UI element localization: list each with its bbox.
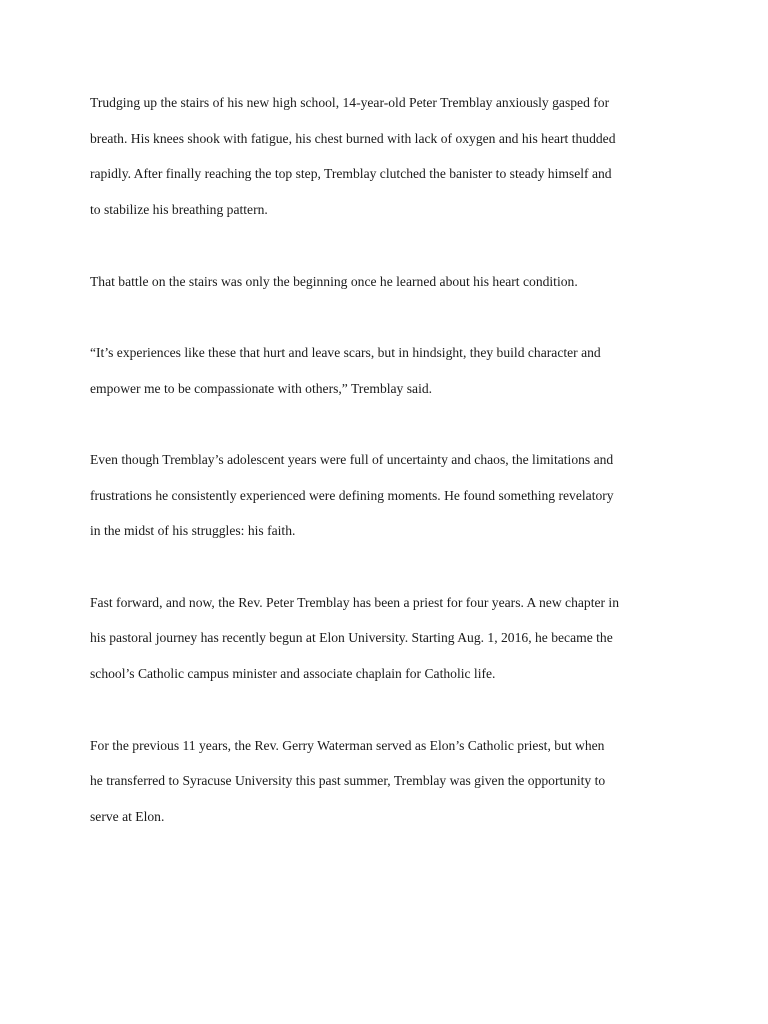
text-line: breath. His knees shook with fatigue, his chest burned with lack of oxygen and his heart thudded <box>90 130 616 146</box>
text-line: For the previous 11 years, the Rev. Gerry Waterman served as Elon’s Catholic priest, but when <box>90 737 605 753</box>
paragraph-5 <box>90 585 690 692</box>
text-line: That battle on the stairs was only the beginning once he learned about his heart condition. <box>90 273 578 289</box>
text-line: “It’s experiences like these that hurt and leave scars, but in hindsight, they build character and <box>90 344 601 360</box>
text-line: empower me to be compassionate with others,” Tremblay said. <box>90 380 433 396</box>
paragraph-2 <box>90 264 690 300</box>
text-line: serve at Elon. <box>90 808 165 824</box>
document-body <box>90 85 690 870</box>
text-line: Even though Tremblay’s adolescent years were full of uncertainty and chaos, the limitations and <box>90 451 614 467</box>
text-line: frustrations he consistently experienced were defining moments. He found something revelatory <box>90 487 614 503</box>
paragraph-4 <box>90 442 690 549</box>
text-line: to stabilize his breathing pattern. <box>90 202 268 218</box>
paragraph-6 <box>90 728 690 835</box>
paragraph-3-quote <box>90 335 690 406</box>
text-line: school’s Catholic campus minister and associate chaplain for Catholic life. <box>90 666 496 682</box>
text-line: he transferred to Syracuse University this past summer, Tremblay was given the opportunity to <box>90 773 606 789</box>
text-line: his pastoral journey has recently begun at Elon University. Starting Aug. 1, 2016, he became the <box>90 630 613 646</box>
text-line: in the midst of his struggles: his faith. <box>90 523 296 539</box>
paragraph-1 <box>90 85 690 228</box>
text-line: Trudging up the stairs of his new high school, 14-year-old Peter Tremblay anxiously gasped for <box>90 95 610 110</box>
text-line: rapidly. After finally reaching the top step, Tremblay clutched the banister to steady himself and <box>90 166 612 182</box>
text-line: Fast forward, and now, the Rev. Peter Tremblay has been a priest for four years. A new chapter in <box>90 594 620 610</box>
